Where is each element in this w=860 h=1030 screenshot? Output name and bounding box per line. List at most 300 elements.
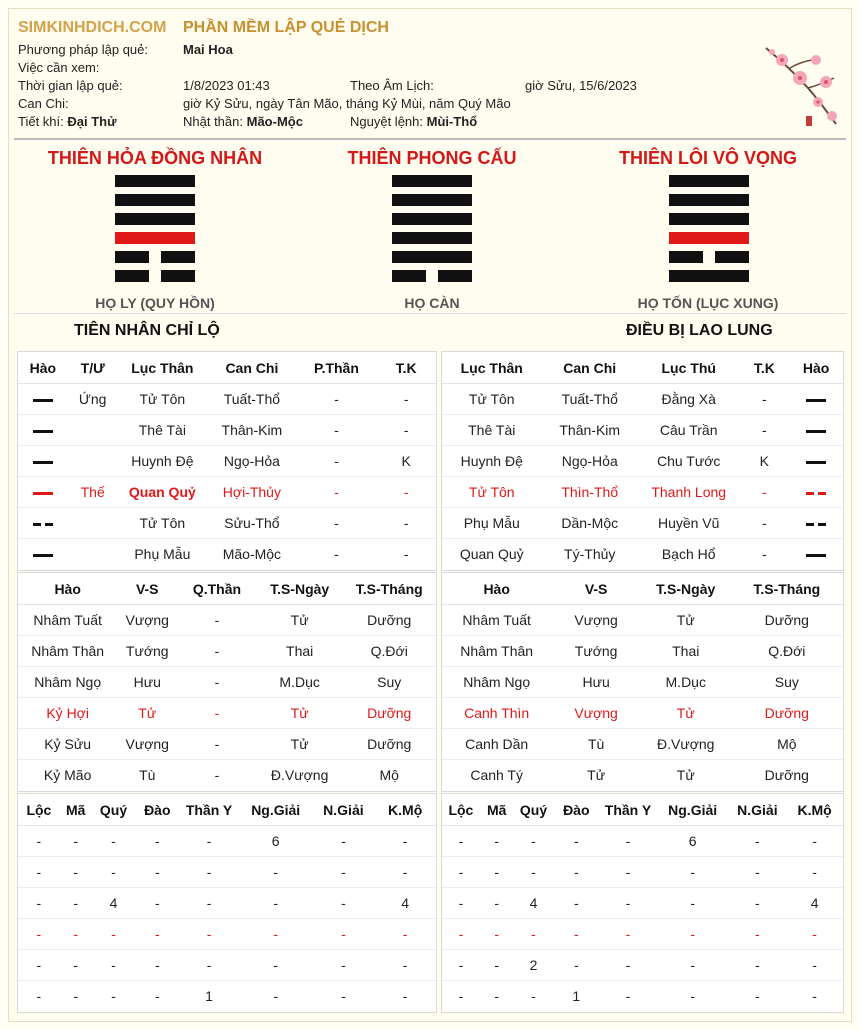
table-cell: Q.Đới xyxy=(342,636,436,667)
tietkhi-value: Đại Thử xyxy=(67,114,117,129)
table-cell: - xyxy=(313,857,375,888)
table-cell: Nhâm Ngọ xyxy=(442,667,551,698)
table-row xyxy=(18,698,436,729)
table-row xyxy=(18,950,436,981)
table-cell: - xyxy=(179,950,239,981)
table-cell: - xyxy=(786,919,843,950)
table-cell: - xyxy=(786,950,843,981)
the-ung-cell xyxy=(68,446,118,477)
table-cell: - xyxy=(92,950,136,981)
col-header: T.K xyxy=(376,352,436,384)
can-chi-cell: Dần-Mộc xyxy=(541,508,637,539)
table-cell: Kỷ Mão xyxy=(43,767,92,783)
table-cell: - xyxy=(111,988,116,1004)
table-cell: Đ.Vượng xyxy=(270,767,329,783)
table-cell: - xyxy=(442,857,480,888)
table-cell: Nhâm Thân xyxy=(442,636,551,667)
line-cell xyxy=(18,384,68,415)
table-row xyxy=(18,760,436,791)
table-cell: Tử xyxy=(641,698,731,729)
line-cell xyxy=(789,539,843,570)
luc-than-cell: Tử Tôn xyxy=(118,384,208,415)
phuc-than-cell: - xyxy=(297,384,377,415)
col-header: Lộc xyxy=(442,794,480,826)
can-chi-cell: Tý-Thủy xyxy=(564,546,616,562)
table-cell: Thai xyxy=(257,636,343,667)
yang-line-marker xyxy=(806,430,826,433)
table-cell: - xyxy=(786,826,843,857)
tuan-khong-cell: - xyxy=(739,415,789,446)
table-row xyxy=(18,826,436,857)
app-title: PHẦN MỀM LẬP QUẺ DỊCH xyxy=(183,19,389,36)
table-cell: - xyxy=(553,826,599,857)
table-row xyxy=(18,857,436,888)
table-row xyxy=(18,636,436,667)
the-ung-cell xyxy=(68,508,118,539)
luc-than-cell: Huynh Đệ xyxy=(118,446,208,477)
luc-thu-cell: Huyền Vũ xyxy=(638,508,739,539)
table-row xyxy=(18,729,436,760)
table-cell: - xyxy=(514,919,554,950)
luc-than-cell: Tử Tôn xyxy=(442,384,541,415)
table-cell: - xyxy=(480,857,514,888)
table-cell: 4 xyxy=(374,888,436,919)
col-header: Thần Y xyxy=(179,794,239,826)
table-cell: - xyxy=(553,919,599,950)
table-cell: - xyxy=(135,826,179,857)
table-cell: - xyxy=(92,826,136,857)
phuc-than-cell: - xyxy=(297,508,377,539)
brand-logo[interactable]: SIMKINHDICH.COM xyxy=(18,19,167,36)
table-cell: Canh Thìn xyxy=(442,698,551,729)
line-cell xyxy=(789,477,843,508)
table-cell: Tử xyxy=(257,729,343,760)
can-chi-cell: Thân-Kim xyxy=(207,415,297,446)
table-cell: - xyxy=(553,950,599,981)
col-header: T/Ư xyxy=(68,352,118,384)
table-cell: - xyxy=(729,888,787,919)
table-cell: Kỷ Sửu xyxy=(18,729,117,760)
table-row xyxy=(442,698,843,729)
yang-line xyxy=(115,213,195,225)
col-header: Hào xyxy=(18,573,117,605)
table-cell: - xyxy=(60,950,92,981)
yang-line-moving xyxy=(115,232,195,244)
table-cell: - xyxy=(374,950,436,981)
table-cell: - xyxy=(177,605,257,636)
table-cell: Vượng xyxy=(551,605,641,636)
col-header: T.S-Tháng xyxy=(342,573,436,605)
stars-table-right xyxy=(442,794,843,1011)
table-cell: - xyxy=(239,888,313,919)
phuc-than-cell: - xyxy=(297,477,377,508)
table-cell: - xyxy=(599,950,657,981)
col-header: Mã xyxy=(480,794,514,826)
table-row xyxy=(442,446,843,477)
table-cell: - xyxy=(313,919,375,950)
yin-line-marker xyxy=(806,492,826,495)
luc-thu-cell: Chu Tước xyxy=(638,446,739,477)
table-cell: - xyxy=(402,988,408,1004)
table-cell: - xyxy=(374,919,436,950)
table-cell: - xyxy=(599,888,657,919)
luc-than-cell: Tử Tôn xyxy=(118,508,208,539)
lines-table-left xyxy=(18,352,436,569)
table-cell: - xyxy=(442,826,480,857)
table-cell: - xyxy=(177,636,257,667)
table-row xyxy=(18,888,436,919)
table-cell: - xyxy=(60,826,92,857)
table-cell: 1 xyxy=(572,988,581,1004)
table-cell: - xyxy=(179,826,239,857)
line-cell xyxy=(789,446,843,477)
yang-line xyxy=(669,213,749,225)
strength-table-left xyxy=(18,573,436,790)
table-cell: Canh Tý xyxy=(470,767,523,783)
header-divider xyxy=(14,138,846,140)
table-row xyxy=(442,760,843,791)
table-cell: - xyxy=(480,826,514,857)
table-cell: - xyxy=(313,826,375,857)
table-cell: - xyxy=(442,950,480,981)
time-value: 1/8/2023 01:43 xyxy=(183,78,270,93)
the-ung-cell: Ứng xyxy=(68,384,118,415)
table-cell: Tử xyxy=(676,767,695,783)
can-chi-cell: Hợi-Thủy xyxy=(207,477,297,508)
table-cell: Dưỡng xyxy=(342,605,436,636)
col-header: Q.Thần xyxy=(177,573,257,605)
yang-line-marker xyxy=(806,554,826,557)
lunar-label: Theo Âm Lịch: xyxy=(350,78,434,93)
can-chi-cell: Tuất-Thổ xyxy=(541,384,637,415)
can-chi-cell: Thìn-Thổ xyxy=(541,477,637,508)
yang-line xyxy=(392,232,472,244)
table-cell: 4 xyxy=(92,888,136,919)
luc-thu-cell: Bạch Hổ xyxy=(661,546,716,562)
nguyetlenh-label: Nguyệt lệnh: xyxy=(350,114,423,129)
col-header: Đào xyxy=(135,794,179,826)
table-cell: 6 xyxy=(239,826,313,857)
line-cell xyxy=(789,384,843,415)
yin-line-marker xyxy=(806,523,826,526)
tuan-khong-cell: - xyxy=(739,477,789,508)
table-cell: Đ.Vượng xyxy=(641,729,731,760)
can-chi-cell: Sửu-Thổ xyxy=(207,508,297,539)
yang-line-marker xyxy=(33,461,53,464)
table-cell: - xyxy=(18,950,60,981)
yang-line xyxy=(392,194,472,206)
yang-line xyxy=(669,194,749,206)
table-row xyxy=(442,667,843,698)
table-cell: - xyxy=(18,919,60,950)
table-row xyxy=(442,508,843,539)
table-cell: Suy xyxy=(731,667,843,698)
tuan-khong-cell: - xyxy=(739,508,789,539)
table-row xyxy=(18,446,436,477)
table-row xyxy=(18,539,436,570)
time-label: Thời gian lập quẻ: xyxy=(18,78,123,93)
hexagram-changed-name: THIÊN LÔI VÔ VỌNG xyxy=(618,148,797,168)
table-cell: - xyxy=(514,826,554,857)
tuan-khong-cell: - xyxy=(403,546,409,562)
table-row xyxy=(442,857,843,888)
table-cell: Dưỡng xyxy=(731,605,843,636)
col-header: N.Giải xyxy=(729,794,787,826)
yang-line-marker xyxy=(806,461,826,464)
can-chi-cell: Ngọ-Hỏa xyxy=(541,446,637,477)
table-cell: - xyxy=(177,729,257,760)
table-row xyxy=(442,636,843,667)
table-cell: Thai xyxy=(641,636,731,667)
yang-line xyxy=(115,194,195,206)
col-header: Đào xyxy=(553,794,599,826)
table-cell: - xyxy=(313,888,375,919)
table-cell: - xyxy=(36,988,42,1004)
nhatthan-value: Mão-Mộc xyxy=(246,114,303,129)
table-cell: - xyxy=(494,988,500,1004)
col-header: Hào xyxy=(442,573,551,605)
col-header: Lục Thân xyxy=(442,352,541,384)
table-cell: Q.Đới xyxy=(731,636,843,667)
table-cell: - xyxy=(135,857,179,888)
table-cell: 4 xyxy=(786,888,843,919)
lines-table-right xyxy=(442,352,843,569)
table-cell: - xyxy=(313,950,375,981)
phuc-than-cell: - xyxy=(297,446,377,477)
table-cell: - xyxy=(239,919,313,950)
table-cell: Suy xyxy=(342,667,436,698)
yin-line-marker xyxy=(33,523,53,526)
col-header: N.Giải xyxy=(313,794,375,826)
col-header: T.S-Tháng xyxy=(731,573,843,605)
table-cell: - xyxy=(625,988,631,1004)
table-row xyxy=(442,981,843,1012)
table-cell: - xyxy=(553,888,599,919)
tuan-khong-cell: - xyxy=(376,384,436,415)
table-cell: Tử xyxy=(257,605,343,636)
yang-line xyxy=(392,213,472,225)
table-cell: 2 xyxy=(514,950,554,981)
table-row xyxy=(18,605,436,636)
col-header: Hào xyxy=(18,352,68,384)
yin-line xyxy=(115,270,195,282)
table-cell: Vượng xyxy=(117,605,177,636)
tuan-khong-cell: - xyxy=(739,384,789,415)
col-header: K.Mộ xyxy=(786,794,843,826)
col-header: Lục Thú xyxy=(638,352,739,384)
col-header: Can Chi xyxy=(541,352,637,384)
table-cell: Tử xyxy=(641,605,731,636)
table-cell: - xyxy=(60,919,92,950)
stars-table-left xyxy=(18,794,436,1011)
table-cell: - xyxy=(458,988,464,1004)
table-cell: - xyxy=(239,857,313,888)
table-cell: - xyxy=(755,988,760,1004)
table-cell: - xyxy=(92,857,136,888)
line-cell xyxy=(18,415,68,446)
can-chi-cell: Ngọ-Hỏa xyxy=(207,446,297,477)
table-row xyxy=(18,477,436,508)
luc-thu-cell: Đằng Xà xyxy=(638,384,739,415)
col-header: T.S-Ngày xyxy=(641,573,731,605)
yin-line-moving xyxy=(669,232,749,244)
table-cell: - xyxy=(480,950,514,981)
table-cell: - xyxy=(729,826,787,857)
yang-line xyxy=(115,175,195,187)
table-cell: - xyxy=(18,857,60,888)
yin-line xyxy=(669,251,749,263)
col-header: Quý xyxy=(514,794,554,826)
table-cell: - xyxy=(179,888,239,919)
table1-left-panel xyxy=(17,351,437,571)
table-cell: - xyxy=(177,667,257,698)
plum-blossom-icon xyxy=(760,38,840,130)
table-cell: M.Dục xyxy=(257,667,343,698)
line-cell xyxy=(789,508,843,539)
table-cell: Dưỡng xyxy=(764,767,809,783)
table-cell: Dưỡng xyxy=(731,698,843,729)
yang-line xyxy=(669,175,749,187)
the-ung-cell xyxy=(68,415,118,446)
table-cell: Mộ xyxy=(731,729,843,760)
col-header: Ng.Giải xyxy=(239,794,313,826)
table-row xyxy=(442,950,843,981)
nguyetlenh-value: Mùi-Thổ xyxy=(426,114,478,129)
table-cell: Vượng xyxy=(551,698,641,729)
line-cell xyxy=(789,415,843,446)
line-cell xyxy=(18,508,68,539)
table-cell: Tử xyxy=(587,767,606,783)
table-cell: - xyxy=(553,857,599,888)
table-cell: - xyxy=(60,857,92,888)
col-header: Hào xyxy=(789,352,843,384)
line-cell xyxy=(18,477,68,508)
col-header: Lục Thân xyxy=(118,352,208,384)
table-row xyxy=(442,919,843,950)
table2-right-panel xyxy=(441,572,844,792)
table-cell: Tử xyxy=(117,698,177,729)
table-cell: - xyxy=(374,857,436,888)
table-cell: - xyxy=(442,919,480,950)
col-header: Mã xyxy=(60,794,92,826)
table-cell: - xyxy=(341,988,346,1004)
table3-right-panel xyxy=(441,793,844,1013)
yang-line xyxy=(392,175,472,187)
table-cell: - xyxy=(18,826,60,857)
table-cell: 1 xyxy=(205,988,213,1004)
table-cell: - xyxy=(135,950,179,981)
table-cell: - xyxy=(273,988,279,1004)
table-cell: Nhâm Tuất xyxy=(18,605,117,636)
table-row xyxy=(18,667,436,698)
table-cell: - xyxy=(179,857,239,888)
canchi-value: giờ Kỷ Sửu, ngày Tân Mão, tháng Kỷ Mùi, năm Quý Mão xyxy=(183,96,511,111)
table-cell: - xyxy=(480,888,514,919)
table-cell: - xyxy=(690,988,695,1004)
table-cell: - xyxy=(135,888,179,919)
lunar-value: giờ Sửu, 15/6/2023 xyxy=(525,78,637,93)
table-cell: Tướng xyxy=(551,636,641,667)
yang-line-marker xyxy=(33,430,53,433)
table-row xyxy=(18,508,436,539)
hexagram-mutual-name: THIÊN PHONG CẤU xyxy=(347,148,517,168)
table-cell: - xyxy=(374,826,436,857)
table-cell: Tướng xyxy=(117,636,177,667)
yang-line-marker xyxy=(33,399,53,402)
strength-table-right xyxy=(442,573,843,790)
hexagram-changed-figure xyxy=(669,175,749,283)
tuan-khong-cell: K xyxy=(739,446,789,477)
subtitle-left: TIÊN NHÂN CHỈ LỘ xyxy=(74,322,220,339)
table-cell: - xyxy=(214,767,220,783)
tuan-khong-cell: - xyxy=(376,508,436,539)
luc-thu-cell: Thanh Long xyxy=(638,477,739,508)
col-header: Can Chi xyxy=(207,352,297,384)
table-cell: - xyxy=(599,919,657,950)
yang-line-marker xyxy=(33,554,53,557)
subtitle-right: ĐIỀU BỊ LAO LUNG xyxy=(626,322,773,339)
luc-thu-cell: Câu Trần xyxy=(638,415,739,446)
table-cell: - xyxy=(599,826,657,857)
the-ung-cell: Thế xyxy=(68,477,118,508)
nhatthan-label: Nhật thần: xyxy=(183,114,243,129)
col-header: Ng.Giải xyxy=(657,794,729,826)
yang-line-marker xyxy=(33,492,53,495)
table-cell: - xyxy=(657,857,729,888)
table-cell: Nhâm Ngọ xyxy=(18,667,117,698)
luc-than-cell: Thê Tài xyxy=(442,415,541,446)
table-cell: - xyxy=(531,988,536,1004)
table-row xyxy=(442,415,843,446)
table-cell: - xyxy=(92,919,136,950)
tietkhi-label: Tiết khí: xyxy=(18,114,64,129)
col-header: V-S xyxy=(551,573,641,605)
yang-line xyxy=(392,251,472,263)
hexagram-mutual-figure xyxy=(392,175,472,283)
table-cell: - xyxy=(729,950,787,981)
col-header: Quý xyxy=(92,794,136,826)
table-cell: Tử xyxy=(257,698,343,729)
col-header: Lộc xyxy=(18,794,60,826)
table-cell: Dưỡng xyxy=(342,729,436,760)
luc-than-cell: Quan Quỷ xyxy=(459,546,524,562)
can-chi-cell: Tuất-Thổ xyxy=(207,384,297,415)
hexagram-main-family: HỌ LY (QUY HỒN) xyxy=(95,295,215,311)
table-cell: - xyxy=(442,888,480,919)
hexagram-mutual-family: HỌ CÀN xyxy=(404,295,460,311)
canchi-label: Can Chi: xyxy=(18,96,69,111)
table-cell: 6 xyxy=(657,826,729,857)
luc-than-cell: Phụ Mẫu xyxy=(134,546,191,562)
table-cell: 4 xyxy=(514,888,554,919)
table-cell: - xyxy=(60,888,92,919)
table1-right-panel xyxy=(441,351,844,571)
table-row xyxy=(18,384,436,415)
table-cell: - xyxy=(135,919,179,950)
table-cell: Vượng xyxy=(117,729,177,760)
method-value: Mai Hoa xyxy=(183,42,233,57)
method-label: Phương pháp lập quẻ: xyxy=(18,42,148,57)
luc-than-cell: Tử Tôn xyxy=(442,477,541,508)
yin-line xyxy=(392,270,472,282)
can-chi-cell: Mão-Mộc xyxy=(222,546,282,562)
col-header: P.Thần xyxy=(297,352,377,384)
col-header: T.S-Ngày xyxy=(257,573,343,605)
table-cell: Mộ xyxy=(379,767,399,783)
table-cell: - xyxy=(179,919,239,950)
table-cell: Tù xyxy=(139,767,156,783)
table-cell: - xyxy=(73,988,79,1004)
